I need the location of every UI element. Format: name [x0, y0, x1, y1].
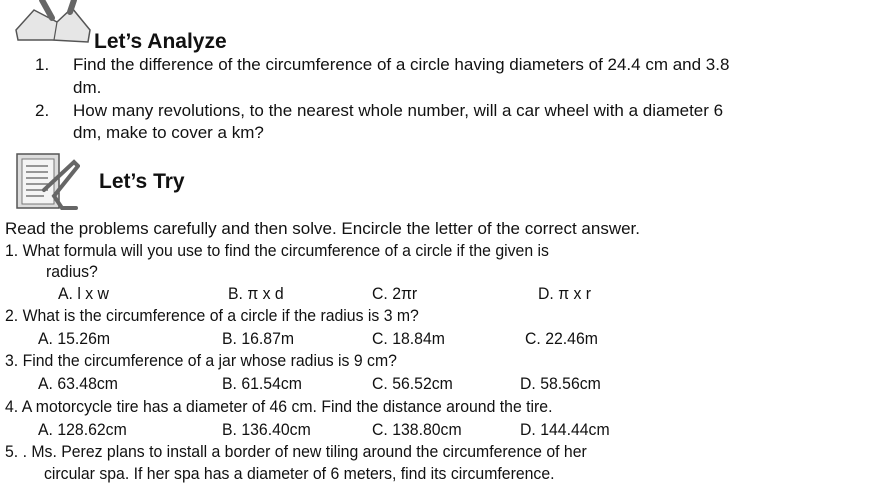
analyze-item-2-text-cont: dm, make to cover a km?: [73, 123, 264, 142]
analyze-item-2-text: How many revolutions, to the nearest whole number, will a car wheel with a diameter 6: [73, 101, 724, 120]
q3-option-a: A. 63.48cm: [38, 374, 118, 393]
clipboard-checklist-icon: [14, 150, 80, 212]
section-title-analyze: Let’s Analyze: [94, 30, 227, 53]
question-1-cont: radius?: [46, 262, 98, 281]
q2-option-a: A. 15.26m: [38, 329, 111, 348]
q3-option-c: C. 56.52cm: [372, 374, 453, 393]
q1-option-c: C. 2πr: [372, 284, 418, 303]
open-book-icon: [12, 0, 92, 45]
analyze-item-2-number: 2.: [35, 101, 50, 120]
q4-option-a: A. 128.62cm: [38, 420, 127, 439]
question-5: 5. . Ms. Perez plans to install a border of new tiling around the circumference of her: [5, 442, 587, 461]
question-3: 3. Find the circumference of a jar whose radius is 9 cm?: [5, 351, 397, 370]
instructions: Read the problems carefully and then solve. Encircle the letter of the correct answer.: [5, 219, 640, 238]
q4-option-b: B. 136.40cm: [222, 420, 311, 439]
q1-option-b: B. π x d: [228, 284, 284, 303]
q4-option-d: D. 144.44cm: [520, 420, 610, 439]
q2-option-b: B. 16.87m: [222, 329, 295, 348]
q1-option-d: D. π x r: [538, 284, 592, 303]
question-1: 1. What formula will you use to find the circumference of a circle if the given is: [5, 241, 549, 260]
analyze-item-1-text: Find the difference of the circumference of a circle having diameters of 24.4 cm and 3.8: [73, 55, 730, 74]
analyze-item-1-text-cont: dm.: [73, 78, 102, 97]
q3-option-b: B. 61.54cm: [222, 374, 302, 393]
q2-option-d: C. 22.46m: [525, 329, 598, 348]
analyze-item-1-number: 1.: [35, 55, 50, 74]
q2-option-c: C. 18.84m: [372, 329, 445, 348]
q3-option-d: D. 58.56cm: [520, 374, 601, 393]
section-title-try: Let’s Try: [99, 170, 185, 193]
question-2: 2. What is the circumference of a circle if the radius is 3 m?: [5, 306, 419, 325]
question-4: 4. A motorcycle tire has a diameter of 46 cm. Find the distance around the tire.: [5, 397, 553, 416]
question-5-cont: circular spa. If her spa has a diameter of 6 meters, find its circumference.: [44, 464, 555, 483]
q1-option-a: A. l x w: [58, 284, 109, 303]
q4-option-c: C. 138.80cm: [372, 420, 462, 439]
